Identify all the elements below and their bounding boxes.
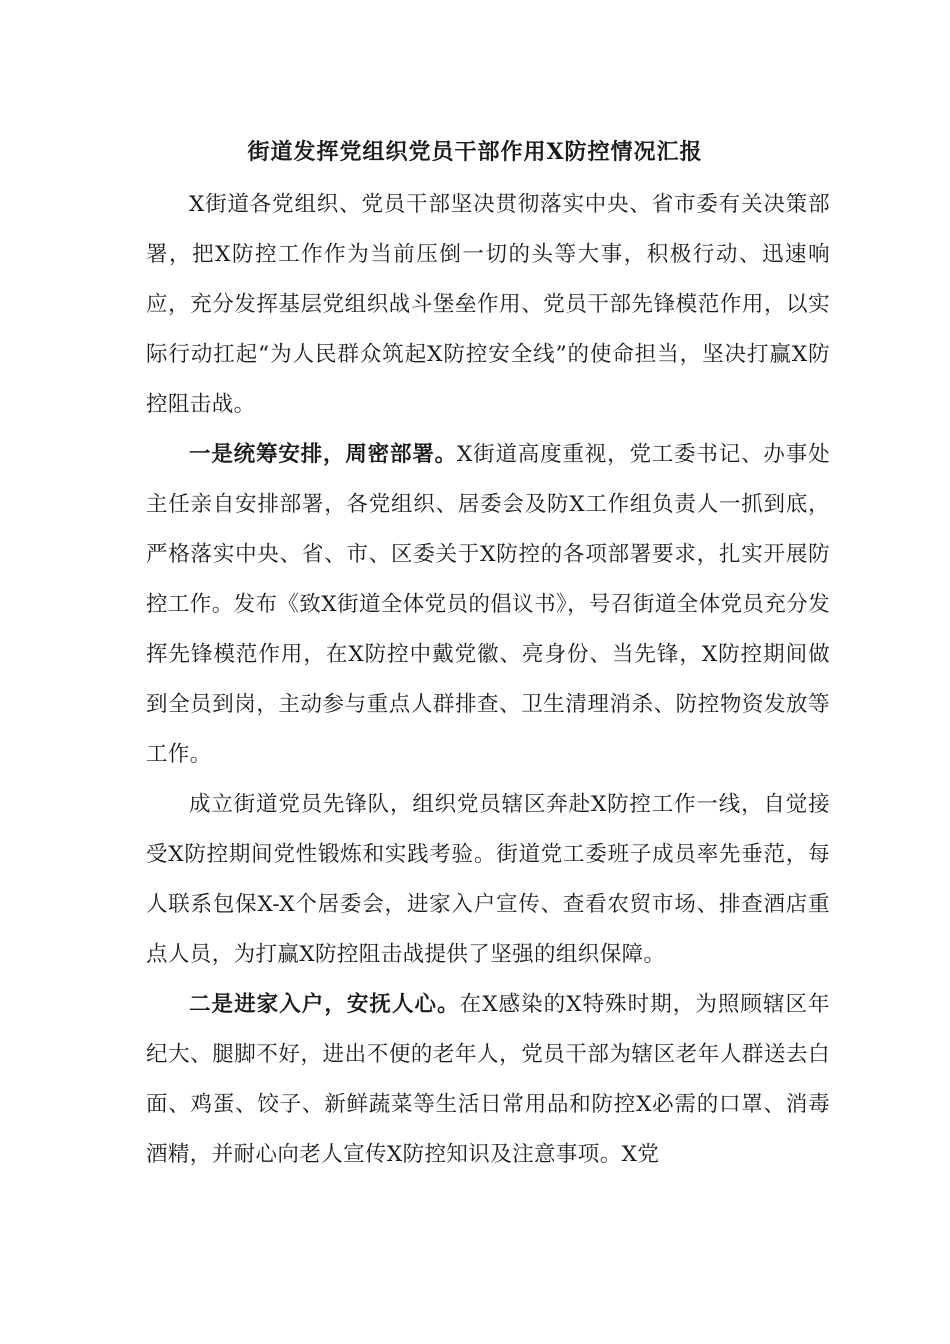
paragraph-point-2	[146, 980, 830, 1180]
document-body	[146, 180, 830, 1180]
paragraph-lead: 一是统筹安排，周密部署。	[189, 442, 457, 467]
paragraph-lead: 二是进家入户，安抚人心。	[189, 992, 460, 1017]
paragraph-text: X街道各党组织、党员干部坚决贯彻落实中央、省市委有关决策部署，把X防控工作作为当前压倒一切的头等大事，积极行动、迅速响应，充分发挥基层党组织战斗堡垒作用、党员干部先锋模范作用，以实际行动扛起“为人民群众筑起X防控安全线”的使命担当，坚决打赢X防控阻击战。	[146, 192, 830, 417]
paragraph-point-1	[146, 430, 830, 780]
paragraph-intro	[146, 180, 830, 430]
paragraph-text: X街道高度重视，党工委书记、办事处主任亲自安排部署，各党组织、居委会及防X工作组负责人一抓到底，严格落实中央、省、市、区委关于X防控的各项部署要求，扎实开展防控工作。发布《致X街道全体党员的倡议书》，号召街道全体党员充分发挥先锋模范作用，在X防控中戴党徽、亮身份、当先锋，X防控期间做到全员到岗，主动参与重点人群排查、卫生清理消杀、防控物资发放等工作。	[146, 442, 830, 767]
paragraph-text: 成立街道党员先锋队，组织党员辖区奔赴X防控工作一线，自觉接受X防控期间党性锻炼和实践考验。街道党工委班子成员率先垂范，每人联系包保X-X个居委会，进家入户宣传、查看农贸市场、排查酒店重点人员，为打赢X防控阻击战提供了坚强的组织保障。	[146, 792, 830, 967]
paragraph-text: 在X感染的X特殊时期，为照顾辖区年纪大、腿脚不好，进出不便的老年人，党员干部为辖区老年人群送去白面、鸡蛋、饺子、新鲜蔬菜等生活日常用品和防控X必需的口罩、消毒酒精，并耐心向老人宣传X防控知识及注意事项。X党	[146, 992, 830, 1167]
paragraph-vanguard	[146, 780, 830, 980]
document-title: 街道发挥党组织党员干部作用X防控情况汇报	[247, 139, 703, 165]
